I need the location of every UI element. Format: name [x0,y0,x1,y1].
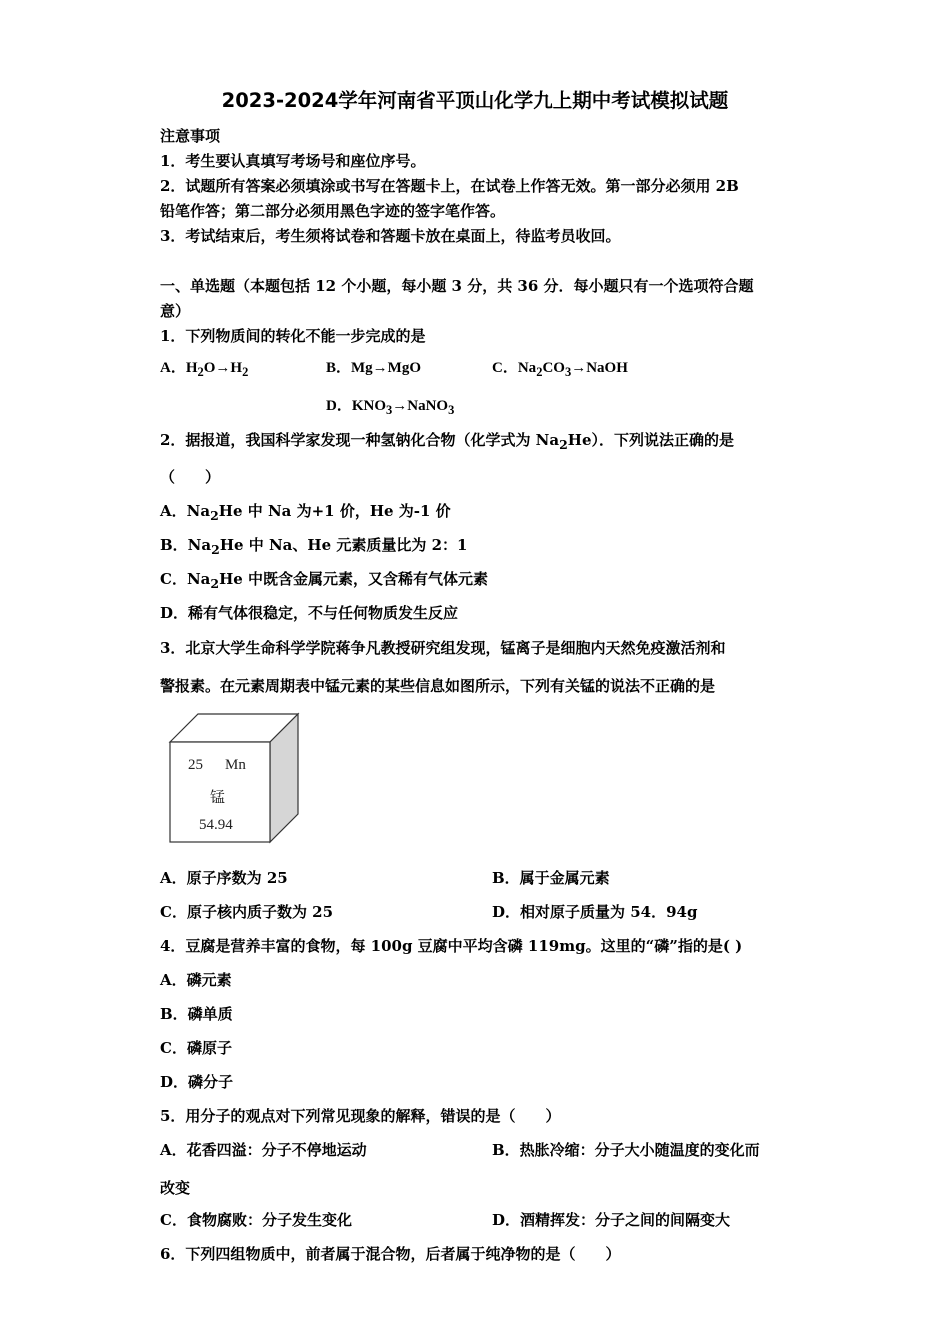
q2-option-c: C．$Na_2He$ 中既含金属元素，又含稀有气体元素 [160,570,489,591]
element-atomic-mass: 54.94 [199,817,233,833]
q2-option-d: D．稀有气体很稳定，不与任何物质发生反应 [160,604,459,622]
q1-option-a: A．$H_2O\to H_2$ [160,360,249,379]
element-symbol: Mn [225,757,246,773]
q4-stem: 4．豆腐是营养丰富的食物，每 100g 豆腐中平均含磷 119mg。这里的“磷”指的是( ) [160,937,743,955]
q5-option-b-cont: 改变 [160,1179,191,1197]
q1-option-c: C．$Na_2CO_3\to NaOH$ [492,360,628,379]
element-atomic-number: 25 [188,757,203,773]
q4-option-d: D．磷分子 [160,1073,234,1091]
element-name: 锰 [210,788,226,806]
notice-item: 2．试题所有答案必须填涂或书写在答题卡上，在试卷上作答无效。第一部分必须用 2B [160,177,739,195]
manganese-element-cube [168,712,300,844]
q3-stem-line1: 3．北京大学生命科学学院蒋争凡教授研究组发现，锰离子是细胞内天然免疫激活剂和 [160,639,726,657]
notice-item: 铅笔作答；第二部分必须用黑色字迹的签字笔作答。 [160,202,506,220]
q4-option-a: A．磷元素 [160,971,232,989]
q3-option-c: C．原子核内质子数为 25 [160,903,334,921]
q5-stem: 5．用分子的观点对下列常见现象的解释，错误的是（ ） [160,1107,561,1125]
q3-stem-line2: 警报素。在元素周期表中锰元素的某些信息如图所示，下列有关锰的说法不正确的是 [160,677,716,695]
q5-option-a: A．花香四溢：分子不停地运动 [160,1141,367,1159]
section-heading: 一、单选题（本题包括 12 个小题，每小题 3 分，共 36 分．每小题只有一个选项符合题 [160,277,754,295]
page-title: 2023-2024学年河南省平顶山化学九上期中考试模拟试题 [221,89,729,112]
q6-stem: 6．下列四组物质中，前者属于混合物，后者属于纯净物的是（ ） [160,1245,621,1263]
q1-option-d: D．$KNO_3\to NaNO_3$ [326,398,455,417]
q5-option-d: D．酒精挥发：分子之间的间隔变大 [492,1211,731,1229]
q3-option-d: D．相对原子质量为 54．94g [492,903,698,921]
q1-option-b: B．Mg→MgO [326,360,421,376]
q3-option-b: B．属于金属元素 [492,869,610,887]
q2-option-b: B．$Na_2He$ 中 Na、He 元素质量比为 2：1 [160,536,468,557]
q5-option-b: B．热胀冷缩：分子大小随温度的变化而 [492,1141,760,1159]
q4-option-c: C．磷原子 [160,1039,232,1057]
notice-item: 3．考试结束后，考生须将试卷和答题卡放在桌面上，待监考员收回。 [160,227,621,245]
section-heading-cont: 意） [160,302,191,320]
q5-option-c: C．食物腐败：分子发生变化 [160,1211,352,1229]
q2-option-a: A．$Na_2He$ 中 Na 为+1 价，He 为-1 价 [160,502,451,523]
q2-paren: （ ） [160,468,221,486]
notice-item: 1．考生要认真填写考场号和座位序号。 [160,152,426,170]
notice-heading: 注意事项 [160,127,221,145]
q2-stem: 2．据报道，我国科学家发现一种氢钠化合物（化学式为 $Na_2He$）．下列说法正确的是 [160,431,735,452]
q1-stem: 1．下列物质间的转化不能一步完成的是 [160,327,426,345]
q3-option-a: A．原子序数为 25 [160,869,288,887]
q4-option-b: B．磷单质 [160,1005,233,1023]
